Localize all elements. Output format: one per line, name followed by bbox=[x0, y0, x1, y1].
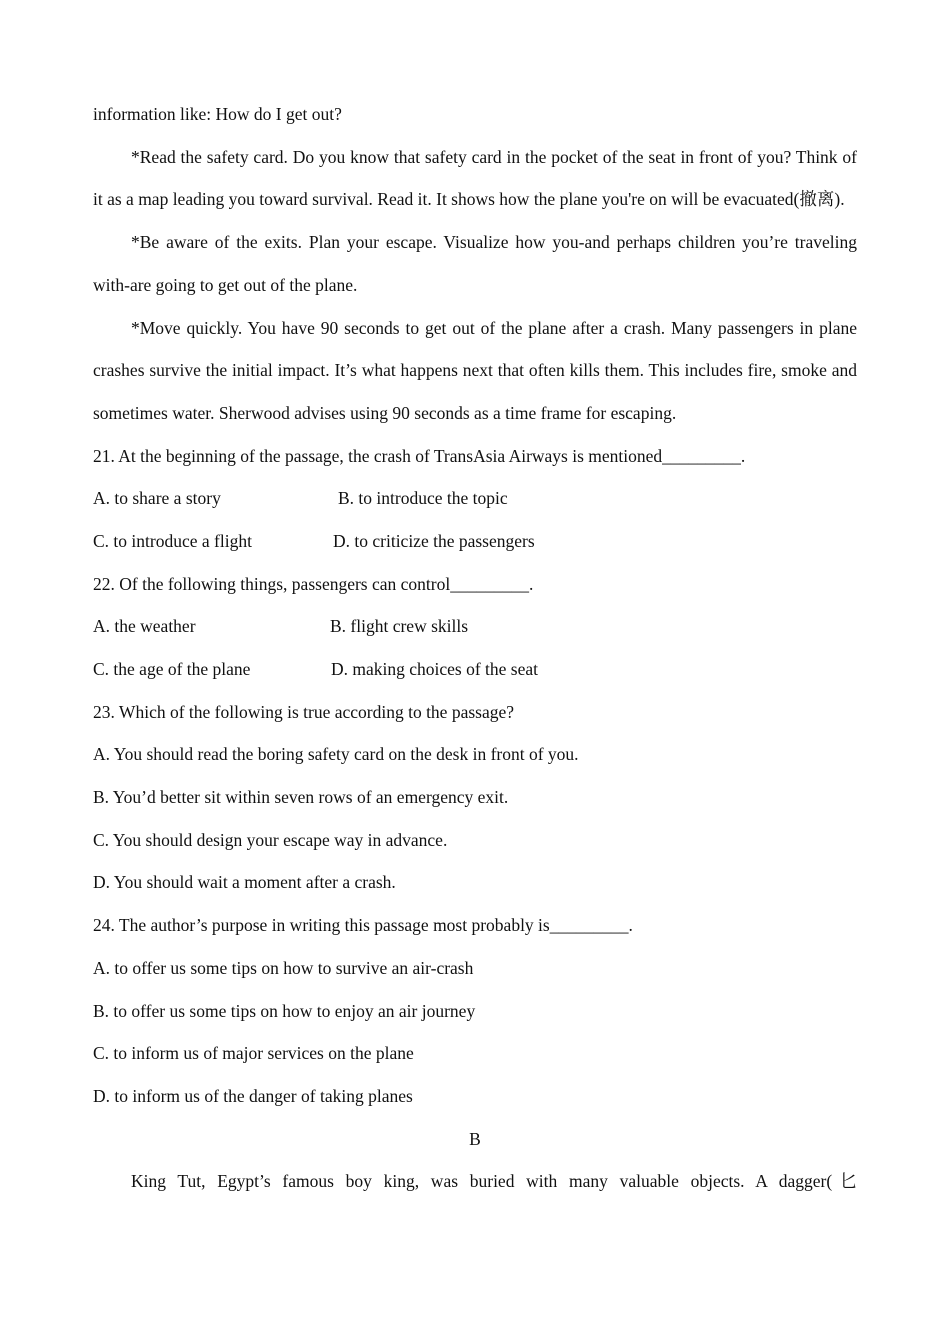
tip-be-aware-of-exits: *Be aware of the exits. Plan your escape. Visualize how you-and perhaps children you’re traveling with-are going to get out of the plane. bbox=[93, 232, 857, 295]
question-23-stem: 23. Which of the following is true according to the passage? bbox=[93, 701, 515, 722]
question-22-option-a: A. the weather bbox=[93, 616, 196, 637]
document-page bbox=[93, 93, 857, 1203]
question-22-option-b: B. flight crew skills bbox=[330, 616, 469, 637]
question-24-option-d: D. to inform us of the danger of taking planes bbox=[93, 1085, 413, 1106]
question-24-option-b: B. to offer us some tips on how to enjoy an air journey bbox=[93, 1000, 476, 1021]
tip-read-safety-card: *Read the safety card. Do you know that safety card in the pocket of the seat in front of you? Think of it as a map leading you toward survival. Read it. It shows how the plane you're on will be evacuated(撤离). bbox=[93, 146, 857, 210]
question-23-option-a: A. You should read the boring safety card on the desk in front of you. bbox=[93, 744, 579, 765]
question-21-option-b: B. to introduce the topic bbox=[338, 488, 508, 509]
question-24-stem: 24. The author’s purpose in writing this passage most probably is_________. bbox=[93, 915, 633, 936]
question-22-option-c: C. the age of the plane bbox=[93, 659, 251, 680]
passage-b-first-line: King Tut, Egypt’s famous boy king, was buried with many valuable objects. A dagger(匕 bbox=[131, 1171, 857, 1192]
question-21-option-a: A. to share a story bbox=[93, 488, 221, 509]
question-22-option-d: D. making choices of the seat bbox=[331, 659, 539, 680]
question-21-options-row-1 bbox=[93, 477, 857, 520]
question-21-options-row-2 bbox=[93, 520, 857, 563]
question-22-stem: 22. Of the following things, passengers can control_________. bbox=[93, 573, 534, 594]
question-21-stem: 21. At the beginning of the passage, the crash of TransAsia Airways is mentioned_________. bbox=[93, 445, 746, 466]
question-24-option-c: C. to inform us of major services on the plane bbox=[93, 1043, 414, 1064]
question-22-options-row-1 bbox=[93, 605, 857, 648]
passage-continuation: information like: How do I get out? bbox=[93, 104, 342, 124]
question-24-option-a: A. to offer us some tips on how to survive an air-crash bbox=[93, 957, 474, 978]
passage-b-heading: B bbox=[469, 1128, 481, 1149]
question-23-option-c: C. You should design your escape way in advance. bbox=[93, 829, 448, 850]
tip-move-quickly: *Move quickly. You have 90 seconds to get out of the plane after a crash. Many passengers in plane crashes survive the initial impact. It’s what happens next that often kills them. This includes fire, smoke and sometimes water. Sherwood advises using 90 seconds as a time frame for escaping. bbox=[93, 317, 857, 423]
question-21-option-c: C. to introduce a flight bbox=[93, 530, 252, 551]
question-23-option-d: D. You should wait a moment after a crash. bbox=[93, 872, 396, 893]
question-23-option-b: B. You’d better sit within seven rows of an emergency exit. bbox=[93, 787, 509, 808]
question-22-options-row-2 bbox=[93, 648, 857, 691]
question-21-option-d: D. to criticize the passengers bbox=[333, 530, 535, 551]
